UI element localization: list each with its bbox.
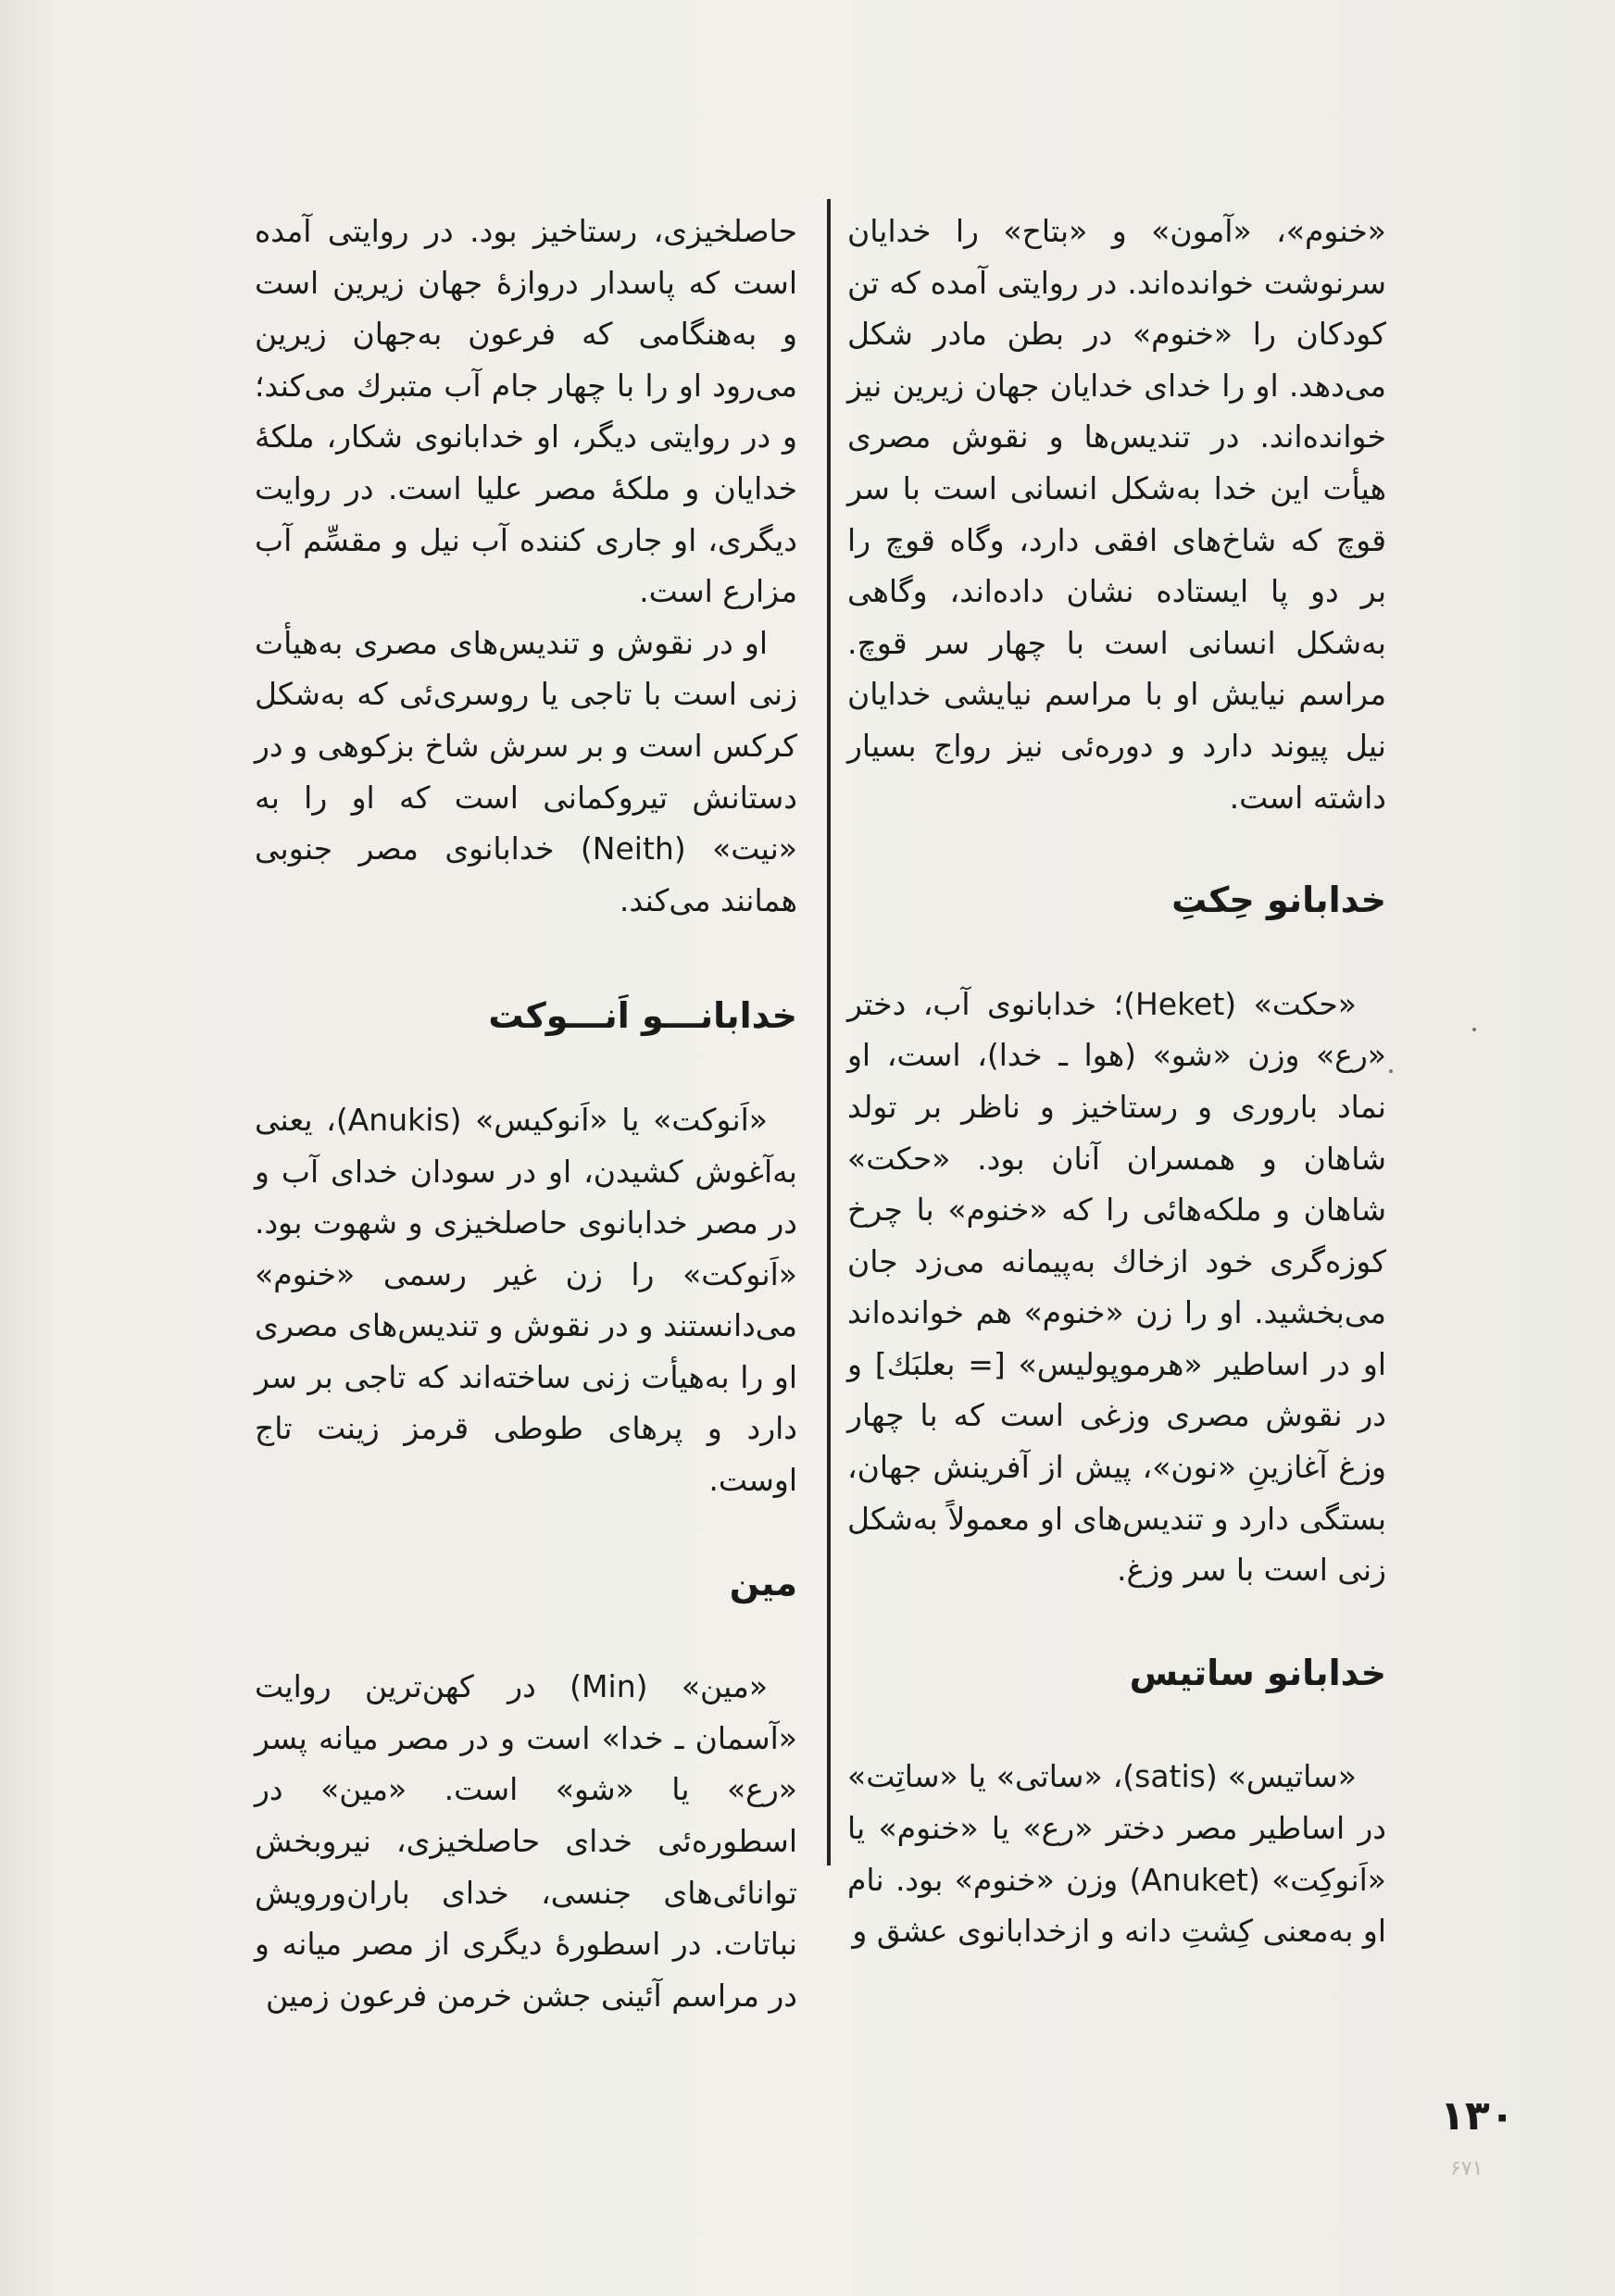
right-column (847, 206, 1386, 1957)
khnum-paragraph: «خنوم»، «آمون» و «بتاح» را خدایان سرنوشت خوانده‌اند. در روایتی آمده که تن کودکان را «خنوم» در بطن مادر شکل می‌دهد. او را خدای خدایان جهان زیرین نیز خوانده‌اند. در تندیس‌ها و نقوش مصری هیأت این خدا به‌شکل انسانی است با سر قوچ که شاخ‌های افقی دارد، وگاه قوچ را بر دو پا ایستاده نشان داده‌اند، وگاهی به‌شکل انسانی است با چهار سر قوچ. مراسم نیایش او با مراسم نیایشی خدایان نیل پیوند دارد و دوره‌ئی نیز رواج بسیار داشته است. (847, 213, 1386, 816)
anukis-paragraph: «اَنوکت» یا «اَنوکیس» (Anukis)، یعنی به‌آغوش کشیدن، او در سودان خدای آب و در مصر خدابانوی حاصلخیزی و شهوت بود. «اَنوکت» را زن غیر رسمی «خنوم» می‌دانستند و در نقوش و تندیس‌های مصری او را به‌هیأت زنی ساخته‌اند که تاجی بر سر دارد و پرهای طوطی قرمز زینت تاج اوست. (255, 1101, 797, 1499)
satis-continuation-paragraph: حاصلخیزی، رستاخیز بود. در روایتی آمده است که پاسدار دروازهٔ جهان زیرین است و به‌هنگامی که فرعون به‌جهان زیرین می‌رود او را با چهار جام آب متبرك می‌کند؛ و در روایتی دیگر، او خدابانوی شکار، ملکهٔ خدایان و ملکهٔ مصر علیا است. در روایت دیگری، او جاری کننده آب نیل و مقسِّم آب مزارع است. (255, 213, 797, 610)
paper-speck (1389, 1069, 1393, 1073)
faint-page-mark: ۶۷۱ (1450, 2157, 1484, 2180)
satis-heading: خدابانو ساتیس (1129, 1652, 1386, 1693)
anukis-heading: خدابانـــو اَنـــوکت (488, 995, 797, 1037)
satis-depiction-paragraph: او در نقوش و تندیس‌های مصری به‌هیأت زنی است با تاجی یا روسری‌ئی که به‌شکل کرکس است و بر سرش شاخ بزکوهی و در دستانش تیروکمانی است که او را به «نیت» (Neith) خدابانوی مصر جنوبی همانند می‌کند. (255, 624, 797, 918)
column-divider (827, 199, 831, 1866)
paper-speck (1472, 1028, 1476, 1031)
satis-paragraph: «ساتیس» (satis)، «ساتی» یا «ساتِت» در اساطیر مصر دختر «رع» یا «خنوم» یا «اَنوکِت» (Anuket) وزن «خنوم» بود. نام او به‌معنی کِشتِ دانه و ازخدابانوی عشق و (847, 1758, 1386, 1950)
left-column (255, 206, 797, 2021)
min-paragraph: «مین» (Min) در کهن‌ترین روایت «آسمان ـ خدا» است و در مصر میانه پسر «رع» یا «شو» است. «مین» در اسطوره‌ئی خدای حاصلخیزی، نیروبخش توانائی‌های جنسی، خدای باران‌ورویش نباتات. در اسطورهٔ دیگری از مصر میانه و در مراسم آئینی جشن خرمن فرعون زمین (255, 1668, 797, 2014)
heket-paragraph: «حکت» (Heket)؛ خدابانوی آب، دختر «رع» وزن «شو» (هوا ـ خدا)، است، او نماد باروری و رستاخیز و ناظر بر تولد شاهان و همسران آنان بود. «حکت» شاهان و ملکه‌هائی را که «خنوم» با چرخ کوزه‌گری خود ازخاك به‌پیمانه می‌زد جان می‌بخشید. او را زن «خنوم» هم خوانده‌اند او در اساطیر «هرموپولیس» [= بعلبَك] و در نقوش مصری وزغی است که با چهار وزغ آغازینِ «نون»، پیش از آفرینش جهان، بستگی دارد و تندیس‌های او معمولاً به‌شکل زنی است با سر وزغ. (847, 985, 1386, 1589)
min-heading: مین (729, 1562, 797, 1603)
page-number: ۱۳۰ (1440, 2092, 1515, 2140)
heket-heading: خدابانو حِکتِ (1171, 880, 1386, 921)
